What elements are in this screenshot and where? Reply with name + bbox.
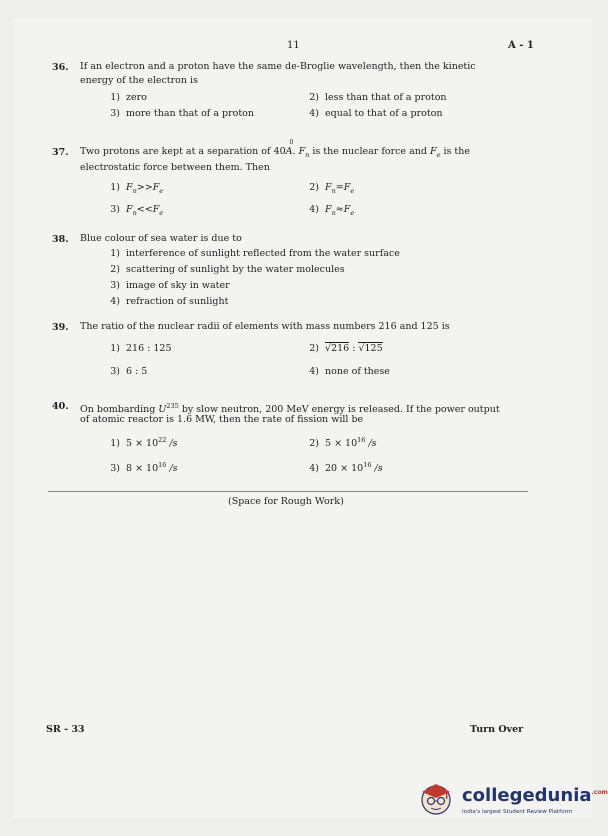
option-2: 2) less than that of a proton bbox=[309, 92, 447, 103]
option-2: 2) √216 : √125 bbox=[309, 343, 383, 354]
option-2: 2) $5 \times 10^{16}$ /s bbox=[309, 436, 377, 450]
question-number: 36. bbox=[52, 62, 69, 73]
paper-code: A - 1 bbox=[508, 40, 534, 51]
option-4: 4) equal to that of a proton bbox=[309, 108, 443, 119]
question-number: 38. bbox=[52, 234, 69, 245]
option-1: 1) 216 : 125 bbox=[110, 343, 172, 354]
option-1: 1) interference of sunlight reflected from the water surface bbox=[110, 248, 400, 259]
page-number: 11 bbox=[287, 40, 300, 51]
question-text: of atomic reactor is 1.6 MW, then the rate of fission will be bbox=[80, 414, 364, 425]
option-1: 1) $F_n>>F_e$ bbox=[110, 182, 164, 195]
brand-name: collegedunia$^{.com}$ bbox=[462, 785, 608, 806]
option-1: 1) $5 \times 10^{22}$ /s bbox=[110, 436, 178, 450]
question-text: The ratio of the nuclear radii of elements with mass numbers 216 and 125 is bbox=[80, 321, 450, 332]
question-text: If an electron and a proton have the same de-Broglie wavelength, then the kinetic bbox=[80, 61, 476, 72]
option-3: 3) more than that of a proton bbox=[110, 108, 255, 119]
exam-page bbox=[14, 18, 592, 818]
option-4: 4) $F_n\approx F_e$ bbox=[309, 204, 355, 217]
question-number: 37. bbox=[52, 147, 69, 158]
option-4: 4) refraction of sunlight bbox=[110, 296, 229, 307]
question-number: 39. bbox=[52, 322, 69, 333]
option-2: 2) scattering of sunlight by the water molecules bbox=[110, 264, 345, 275]
option-3: 3) $8 \times 10^{16}$ /s bbox=[110, 461, 178, 475]
question-text: Two protons are kept at a separation of 40A 0 . $F_n$ is the nuclear force and $F_e$ is the bbox=[80, 139, 470, 159]
rough-work-divider bbox=[48, 491, 528, 492]
question-text: energy of the electron is bbox=[80, 75, 198, 86]
option-3: 3) image of sky in water bbox=[110, 280, 230, 291]
question-text: Blue colour of sea water is due to bbox=[80, 233, 242, 244]
option-3: 3) 6 : 5 bbox=[110, 366, 148, 377]
option-4: 4) none of these bbox=[309, 366, 390, 377]
question-text: electrostatic force between them. Then bbox=[80, 162, 270, 173]
question-text: On bombarding $U^{235}$ by slow neutron, 200 MeV energy is released. If the power output bbox=[80, 402, 500, 416]
footer-code: SR - 33 bbox=[46, 724, 85, 735]
brand-tagline: India's largest Student Review Platform bbox=[462, 809, 573, 815]
option-4: 4) $20 \times 10^{16}$ /s bbox=[309, 461, 383, 475]
turn-over-label: Turn Over bbox=[470, 724, 524, 735]
option-1: 1) zero bbox=[110, 92, 147, 103]
rough-work-label: (Space for Rough Work) bbox=[228, 496, 344, 507]
option-2: 2) $F_n=F_e$ bbox=[309, 182, 355, 195]
option-3: 3) $F_n<<F_e$ bbox=[110, 204, 164, 217]
question-number: 40. bbox=[52, 401, 69, 412]
